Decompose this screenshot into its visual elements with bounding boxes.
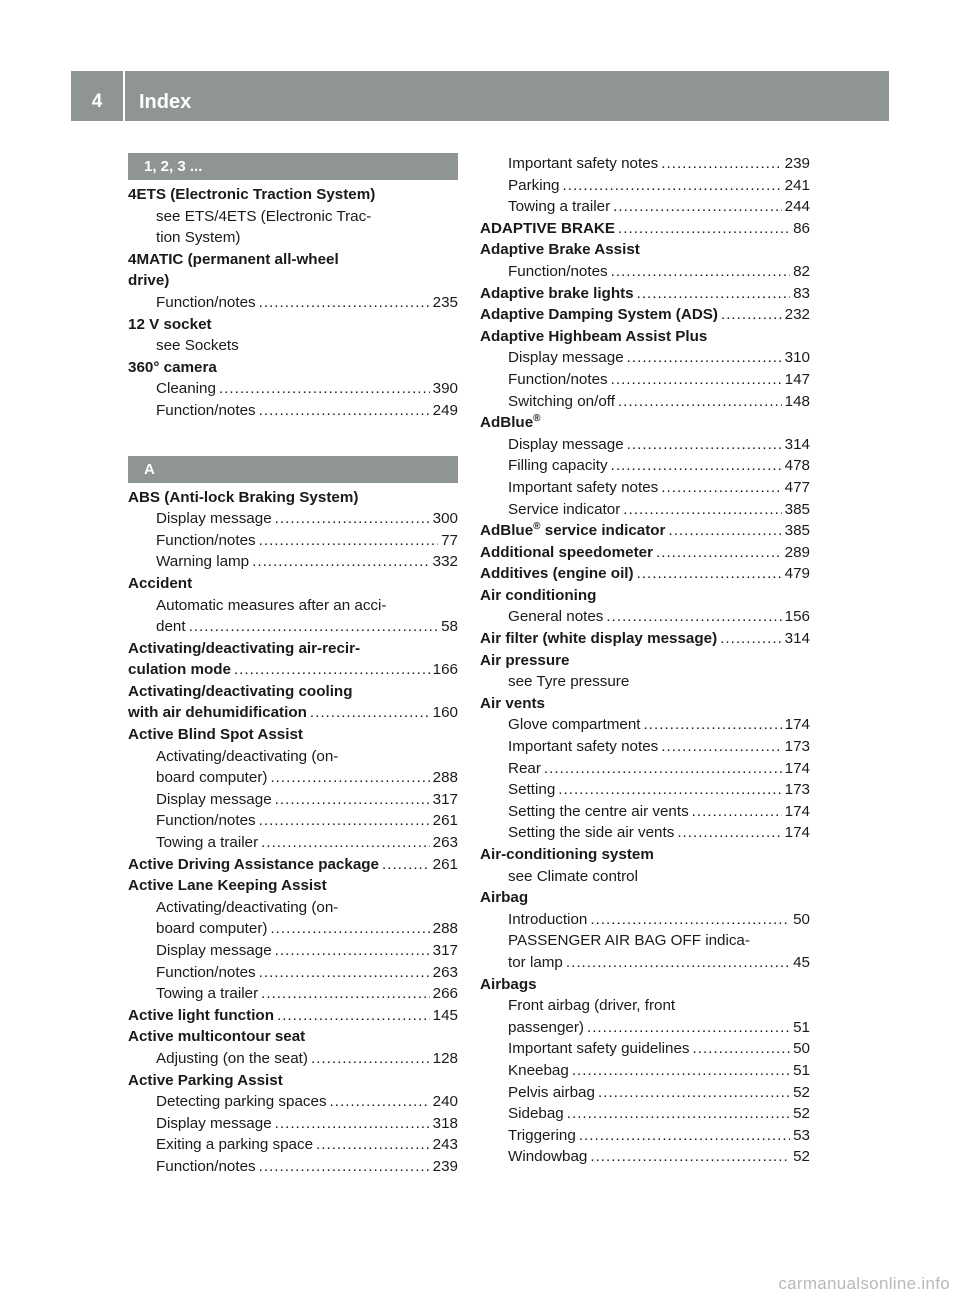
index-subentry[interactable]: Display message ..... 314	[480, 434, 810, 456]
page-number: 4	[71, 71, 125, 121]
index-entry: Air pressure	[480, 651, 570, 669]
index-column-right	[480, 153, 810, 1168]
index-entry: Activating/deactivating cooling	[128, 682, 353, 700]
index-subentry[interactable]: Windowbag ..... 52	[480, 1146, 810, 1168]
index-subentry[interactable]: Function/notes ..... 239	[128, 1156, 458, 1178]
index-subentry[interactable]: Pelvis airbag ..... 52	[480, 1082, 810, 1104]
index-subentry[interactable]: dent ..... 58	[128, 616, 458, 638]
index-column-left	[128, 153, 458, 1178]
index-subentry[interactable]: Important safety guidelines ..... 50	[480, 1038, 810, 1060]
index-subentry[interactable]: Important safety notes ..... 239	[480, 153, 810, 175]
index-subentry[interactable]: Rear ..... 174	[480, 758, 810, 780]
index-subentry[interactable]: Towing a trailer ..... 244	[480, 196, 810, 218]
index-entry: Active multicontour seat	[128, 1028, 306, 1046]
index-entry[interactable]: Additives (engine oil) ..... 479	[480, 563, 810, 585]
index-entry[interactable]: Adaptive brake lights ..... 83	[480, 283, 810, 305]
index-subentry: PASSENGER AIR BAG OFF indica-	[508, 932, 750, 950]
index-subentry[interactable]: Towing a trailer ..... 263	[128, 832, 458, 854]
index-subentry[interactable]: Sidebag ..... 52	[480, 1103, 810, 1125]
page-title: Index	[139, 91, 192, 113]
index-entry: AdBlue®	[480, 413, 541, 432]
index-subentry[interactable]: Detecting parking spaces ..... 240	[128, 1091, 458, 1113]
index-entry[interactable]: ADAPTIVE BRAKE ..... 86	[480, 218, 810, 240]
index-entry: Active Lane Keeping Assist	[128, 877, 327, 895]
index-subentry[interactable]: Function/notes ..... 261	[128, 810, 458, 832]
section-header-numbers: 1, 2, 3 ...	[128, 153, 458, 180]
index-subentry: Activating/deactivating (on-	[156, 898, 339, 916]
index-subentry: Activating/deactivating (on-	[156, 747, 339, 765]
index-subentry: tion System)	[156, 229, 241, 247]
index-entry[interactable]: Air filter (white display message) ..... 314	[480, 628, 810, 650]
section-header-a: A	[128, 456, 458, 483]
index-subentry[interactable]: Function/notes ..... 263	[128, 962, 458, 984]
index-subentry[interactable]: Display message ..... 317	[128, 940, 458, 962]
index-entry[interactable]: Active Driving Assistance package ..... 261	[128, 854, 458, 876]
index-entry: Airbag	[480, 889, 529, 907]
index-subentry[interactable]: Filling capacity ..... 478	[480, 455, 810, 477]
index-subentry[interactable]: Function/notes ..... 235	[128, 292, 458, 314]
index-subentry: Automatic measures after an acci-	[156, 596, 387, 614]
index-subentry[interactable]: General notes ..... 156	[480, 606, 810, 628]
index-entry: Airbags	[480, 975, 537, 993]
index-entry[interactable]: AdBlue® service indicator ..... 385	[480, 520, 810, 542]
index-entry: Active Blind Spot Assist	[128, 726, 303, 744]
index-entry: 4MATIC (permanent all-wheel	[128, 250, 339, 268]
index-entry: drive)	[128, 272, 170, 290]
index-entry: Air vents	[480, 694, 545, 712]
index-subentry[interactable]: Introduction ..... 50	[480, 909, 810, 931]
index-subentry: see Climate control	[508, 867, 638, 885]
index-entry[interactable]: with air dehumidification ..... 160	[128, 702, 458, 724]
index-subentry[interactable]: Important safety notes ..... 477	[480, 477, 810, 499]
page-header	[71, 71, 889, 121]
index-subentry[interactable]: Function/notes ..... 82	[480, 261, 810, 283]
index-entry: 12 V socket	[128, 315, 212, 333]
index-entry[interactable]: Active light function ..... 145	[128, 1005, 458, 1027]
index-subentry[interactable]: Exiting a parking space ..... 243	[128, 1134, 458, 1156]
index-subentry[interactable]: Function/notes ..... 77	[128, 530, 458, 552]
index-subentry[interactable]: Display message ..... 300	[128, 508, 458, 530]
index-subentry[interactable]: Adjusting (on the seat) ..... 128	[128, 1048, 458, 1070]
index-subentry[interactable]: Triggering ..... 53	[480, 1125, 810, 1147]
index-subentry[interactable]: Parking ..... 241	[480, 175, 810, 197]
index-subentry[interactable]: Display message ..... 318	[128, 1113, 458, 1135]
index-subentry: see Tyre pressure	[508, 673, 630, 691]
index-entry: Accident	[128, 574, 193, 592]
index-subentry[interactable]: Display message ..... 317	[128, 789, 458, 811]
index-subentry[interactable]: Setting ..... 173	[480, 779, 810, 801]
index-subentry[interactable]: Function/notes ..... 147	[480, 369, 810, 391]
index-subentry[interactable]: Kneebag ..... 51	[480, 1060, 810, 1082]
index-entry: Adaptive Highbeam Assist Plus	[480, 327, 708, 345]
watermark: carmanualsonline.info	[778, 1274, 950, 1293]
index-subentry[interactable]: Service indicator ..... 385	[480, 499, 810, 521]
index-subentry[interactable]: board computer) ..... 288	[128, 767, 458, 789]
index-entry[interactable]: culation mode ..... 166	[128, 659, 458, 681]
index-subentry[interactable]: Display message ..... 310	[480, 347, 810, 369]
index-subentry: Front airbag (driver, front	[508, 997, 676, 1015]
index-subentry[interactable]: Towing a trailer ..... 266	[128, 983, 458, 1005]
index-subentry: see Sockets	[156, 337, 239, 355]
index-entry: Activating/deactivating air-recir-	[128, 639, 361, 657]
index-subentry[interactable]: tor lamp ..... 45	[480, 952, 810, 974]
index-entry: Adaptive Brake Assist	[480, 241, 640, 259]
index-subentry[interactable]: board computer) ..... 288	[128, 918, 458, 940]
index-subentry[interactable]: Switching on/off ..... 148	[480, 391, 810, 413]
index-subentry: see ETS/4ETS (Electronic Trac-	[156, 207, 372, 225]
index-entry: 4ETS (Electronic Traction System)	[128, 186, 376, 203]
index-entry[interactable]: Additional speedometer ..... 289	[480, 542, 810, 564]
index-subentry[interactable]: Important safety notes ..... 173	[480, 736, 810, 758]
index-subentry[interactable]: Warning lamp ..... 332	[128, 551, 458, 573]
index-subentry[interactable]: Cleaning ..... 390	[128, 378, 458, 400]
index-entry: Air conditioning	[480, 586, 597, 604]
index-entry: Air-conditioning system	[480, 846, 654, 863]
index-subentry[interactable]: Setting the centre air vents ..... 174	[480, 801, 810, 823]
index-subentry[interactable]: Glove compartment ..... 174	[480, 714, 810, 736]
index-entry: ABS (Anti-lock Braking System)	[128, 488, 359, 506]
index-subentry[interactable]: Setting the side air vents ..... 174	[480, 822, 810, 844]
index-entry: 360° camera	[128, 358, 217, 376]
index-entry[interactable]: Adaptive Damping System (ADS) ..... 232	[480, 304, 810, 326]
index-entry: Active Parking Assist	[128, 1071, 283, 1089]
index-subentry[interactable]: Function/notes ..... 249	[128, 400, 458, 422]
index-subentry[interactable]: passenger) ..... 51	[480, 1017, 810, 1039]
